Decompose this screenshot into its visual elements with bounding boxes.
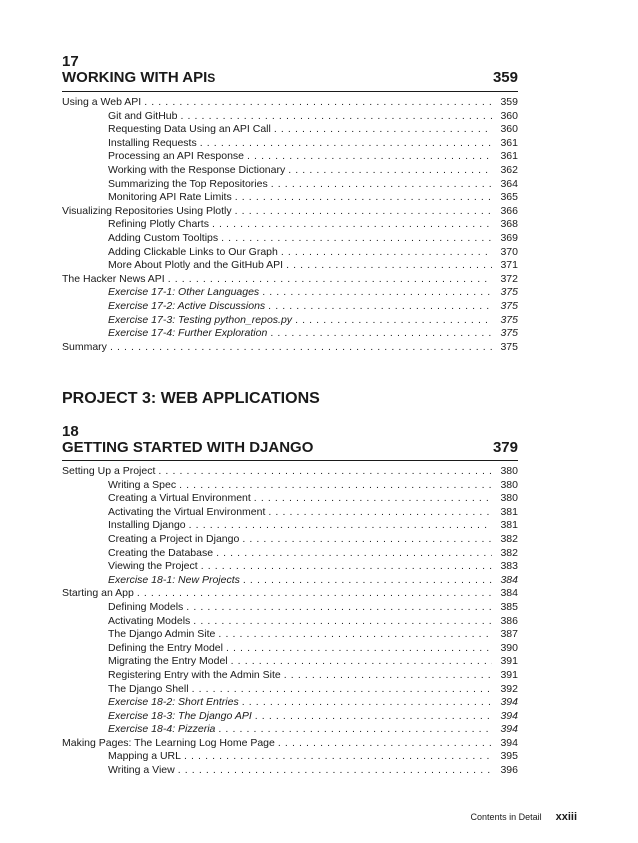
part-heading [62, 390, 518, 408]
toc-entry-page: 381 [500, 505, 518, 518]
toc-entry-page: 384 [500, 573, 518, 586]
dot-leader [201, 560, 492, 574]
toc-entry-label: Setting Up a Project [62, 465, 156, 477]
toc-entry-label: Working with the Response Dictionary [108, 163, 286, 176]
toc-entry-page: 375 [500, 340, 518, 353]
dot-leader [137, 587, 492, 601]
toc-entry-label: Starting an App [62, 587, 134, 600]
toc-entry [62, 683, 518, 697]
toc-entry [62, 519, 518, 533]
toc-entry-page: 375 [500, 327, 518, 340]
toc-entry-page: 394 [500, 696, 518, 709]
dot-leader [235, 191, 492, 205]
dot-leader [270, 327, 492, 341]
page-folio: xxiii [555, 811, 577, 823]
toc-entry-page: 375 [500, 286, 518, 299]
dot-leader [221, 232, 492, 246]
toc-entry [62, 123, 518, 137]
dot-leader [231, 655, 492, 669]
toc-entry-page: 366 [500, 204, 518, 217]
dot-leader [255, 710, 492, 724]
toc-entry-page: 380 [500, 492, 518, 505]
chapter-heading [62, 69, 518, 92]
dot-leader [184, 750, 492, 764]
toc-entry [62, 341, 518, 355]
toc-entry [62, 191, 518, 205]
toc-entry [62, 655, 518, 669]
part-title: PROJECT 3: WEB APPLICATIONS [62, 390, 320, 407]
toc-entry-page: 369 [500, 231, 518, 244]
dot-leader [144, 96, 492, 110]
toc-entry-label: Exercise 18-4: Pizzeria [108, 723, 216, 736]
toc-entry-label: Installing Django [108, 519, 186, 532]
toc-entry-label: Creating the Database [108, 546, 214, 559]
toc-entry-page: 384 [500, 587, 518, 600]
toc-exercise-entry [62, 314, 518, 328]
chapter-18 [62, 424, 518, 778]
toc-entry [62, 764, 518, 778]
toc-entry-page: 381 [500, 519, 518, 532]
toc-entry-label: Defining Models [108, 600, 184, 613]
toc-entry-label: The Hacker News API [62, 272, 165, 285]
dot-leader [200, 137, 492, 151]
toc-entry-page: 386 [500, 614, 518, 627]
toc-entry-page: 380 [500, 478, 518, 491]
dot-leader [110, 341, 492, 355]
toc-exercise-entry [62, 696, 518, 710]
toc-exercise-entry [62, 574, 518, 588]
dot-leader [271, 178, 492, 192]
toc-entry-page: 394 [500, 723, 518, 736]
toc-entry [62, 533, 518, 547]
toc-entry-page: 360 [500, 123, 518, 136]
chapter-17 [62, 54, 518, 354]
toc-entry-label: Exercise 17-2: Active Discussions [108, 299, 266, 312]
toc-entry-label: Writing a Spec [108, 478, 177, 491]
running-head: Contents in Detail [470, 812, 542, 822]
toc-entry-label: Activating the Virtual Environment [108, 505, 266, 518]
toc-entry [62, 259, 518, 273]
toc-entry-label: Exercise 17-3: Testing python_repos.py [108, 313, 293, 326]
dot-leader [247, 150, 492, 164]
chapter-page: 359 [492, 69, 518, 86]
dot-leader [235, 205, 492, 219]
toc-entry-label: Making Pages: The Learning Log Home Page [62, 736, 275, 749]
dot-leader [262, 286, 492, 300]
toc-entry-page: 396 [500, 764, 518, 777]
toc-entry [62, 750, 518, 764]
toc-entry-label: Migrating the Entry Model [108, 655, 228, 668]
dot-leader [218, 723, 492, 737]
toc-entry [62, 506, 518, 520]
toc-entry-page: 383 [500, 560, 518, 573]
toc-entry [62, 232, 518, 246]
toc-entry-label: Exercise 17-1: Other Languages [108, 286, 260, 299]
dot-leader [158, 465, 492, 479]
toc-entry-page: 359 [500, 96, 518, 108]
toc-entry-page: 368 [500, 218, 518, 231]
toc-entry [62, 178, 518, 192]
toc-entry-label: Installing Requests [108, 136, 197, 149]
dot-leader [284, 669, 492, 683]
toc-entry-page: 361 [500, 136, 518, 149]
dot-leader [189, 519, 492, 533]
toc-entry-label: The Django Shell [108, 682, 189, 695]
toc-entry-label: Registering Entry with the Admin Site [108, 668, 281, 681]
toc-entry [62, 205, 518, 219]
toc-entry-label: Using a Web API [62, 96, 142, 108]
dot-leader [274, 123, 492, 137]
toc-entry-page: 392 [500, 682, 518, 695]
toc-entry-page: 395 [500, 750, 518, 763]
dot-leader [286, 259, 492, 273]
toc-exercise-entry [62, 286, 518, 300]
toc-entry-page: 394 [500, 709, 518, 722]
toc-entry-page: 394 [500, 736, 518, 749]
toc-entry-page: 385 [500, 600, 518, 613]
toc-entry [62, 547, 518, 561]
toc-entry-page: 375 [500, 299, 518, 312]
chapter-title: WORKING WITH APIS [62, 69, 216, 86]
page-footer [0, 811, 577, 823]
toc-entry-label: Writing a View [108, 764, 175, 777]
dot-leader [242, 533, 492, 547]
toc-entry-label: More About Plotly and the GitHub API [108, 259, 284, 272]
toc-entry [62, 642, 518, 656]
dot-leader [254, 492, 492, 506]
toc-entry-label: Adding Clickable Links to Our Graph [108, 245, 278, 258]
toc-entry [62, 218, 518, 232]
toc-entry-label: Git and GitHub [108, 109, 178, 122]
dot-leader [193, 615, 492, 629]
dot-leader [180, 110, 492, 124]
toc-entry-label: Monitoring API Rate Limits [108, 191, 232, 204]
toc-entry [62, 465, 518, 479]
dot-leader [278, 737, 492, 751]
toc-entry-page: 362 [500, 163, 518, 176]
toc-entry-page: 365 [500, 191, 518, 204]
dot-leader [168, 273, 492, 287]
toc-entry-label: The Django Admin Site [108, 628, 216, 641]
dot-leader [242, 696, 492, 710]
dot-leader [186, 601, 492, 615]
toc-entry-label: Exercise 17-4: Further Exploration [108, 327, 268, 340]
toc-entry-page: 364 [500, 177, 518, 190]
toc-entry-label: Exercise 18-1: New Projects [108, 573, 240, 586]
toc-entry-label: Requesting Data Using an API Call [108, 123, 271, 136]
toc-entry-page: 390 [500, 641, 518, 654]
chapter-number: 17 [62, 53, 79, 70]
toc-entry-page: 391 [500, 668, 518, 681]
toc-exercise-entry [62, 327, 518, 341]
toc-entry-page: 387 [500, 628, 518, 641]
toc-entry-page: 375 [500, 313, 518, 326]
toc-entry [62, 669, 518, 683]
toc-entry [62, 479, 518, 493]
toc-entry-page: 371 [500, 259, 518, 272]
chapter-number: 18 [62, 423, 79, 440]
toc-entry-label: Exercise 18-3: The Django API [108, 709, 252, 722]
dot-leader [268, 300, 492, 314]
toc-entry [62, 587, 518, 601]
toc-entry-page: 370 [500, 245, 518, 258]
toc-entry [62, 737, 518, 751]
toc-entry-page: 391 [500, 655, 518, 668]
dot-leader [179, 479, 492, 493]
toc-entry [62, 273, 518, 287]
toc-exercise-entry [62, 300, 518, 314]
chapter-title: GETTING STARTED WITH DJANGO [62, 439, 314, 456]
toc-entry [62, 96, 518, 110]
toc-entry-label: Summarizing the Top Repositories [108, 177, 268, 190]
toc-entry [62, 150, 518, 164]
toc-entry-label: Mapping a URL [108, 750, 181, 763]
dot-leader [268, 506, 492, 520]
toc-entry-label: Adding Custom Tooltips [108, 231, 219, 244]
toc-entry-label: Defining the Entry Model [108, 641, 223, 654]
toc-entry-label: Refining Plotly Charts [108, 218, 209, 231]
toc-entry-label: Processing an API Response [108, 150, 244, 163]
toc-entry-page: 382 [500, 546, 518, 559]
toc-entry-page: 361 [500, 150, 518, 163]
toc-exercise-entry [62, 710, 518, 724]
toc-entry [62, 110, 518, 124]
toc-entry-page: 380 [500, 465, 518, 477]
toc-entry [62, 137, 518, 151]
chapter-heading [62, 439, 518, 461]
toc-entry [62, 164, 518, 178]
toc-list [62, 465, 518, 778]
toc-entry [62, 492, 518, 506]
dot-leader [178, 764, 492, 778]
toc-entry [62, 560, 518, 574]
dot-leader [216, 547, 492, 561]
dot-leader [295, 314, 492, 328]
toc-entry-label: Creating a Virtual Environment [108, 492, 251, 505]
toc-exercise-entry [62, 723, 518, 737]
toc-entry-label: Exercise 18-2: Short Entries [108, 696, 239, 709]
toc-entry-page: 382 [500, 532, 518, 545]
dot-leader [226, 642, 492, 656]
toc-entry [62, 615, 518, 629]
dot-leader [281, 246, 492, 260]
toc-entry-page: 360 [500, 109, 518, 122]
toc-entry [62, 601, 518, 615]
toc-entry [62, 246, 518, 260]
dot-leader [192, 683, 492, 697]
dot-leader [243, 574, 492, 588]
toc-entry-label: Viewing the Project [108, 560, 198, 573]
toc-list [62, 96, 518, 354]
dot-leader [288, 164, 492, 178]
toc-entry-label: Visualizing Repositories Using Plotly [62, 204, 232, 217]
toc-entry-label: Creating a Project in Django [108, 532, 240, 545]
dot-leader [218, 628, 492, 642]
dot-leader [212, 218, 492, 232]
toc-entry-label: Activating Models [108, 614, 191, 627]
toc-entry-label: Summary [62, 340, 107, 353]
toc-entry [62, 628, 518, 642]
toc-entry-page: 372 [500, 272, 518, 285]
chapter-page: 379 [492, 439, 518, 456]
